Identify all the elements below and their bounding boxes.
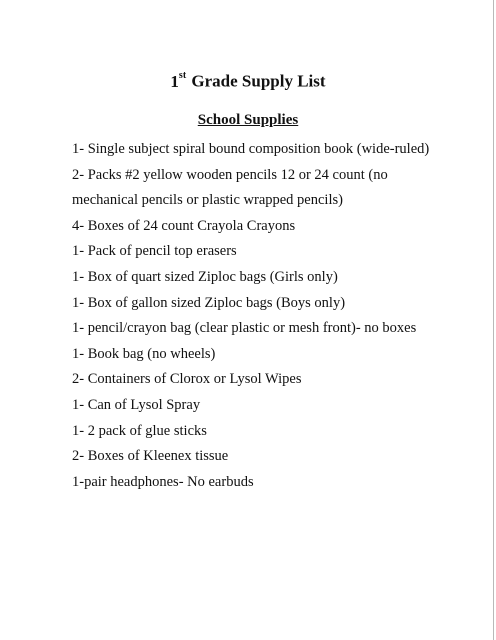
list-item: 2- Containers of Clorox or Lysol Wipes xyxy=(72,371,302,388)
list-item: 1- Box of gallon sized Ziploc bags (Boys only) xyxy=(72,294,346,311)
title-number: 1 xyxy=(170,71,179,91)
supply-list xyxy=(72,137,482,495)
page-edge xyxy=(493,0,494,640)
page-title xyxy=(0,68,496,92)
list-item: 2- Packs #2 yellow wooden pencils 12 or 24 count (no xyxy=(72,166,388,183)
list-item: mechanical pencils or plastic wrapped pencils) xyxy=(72,192,343,209)
list-item: 1- pencil/crayon bag (clear plastic or mesh front)- no boxes xyxy=(72,320,417,337)
title-ordinal: st xyxy=(178,70,187,81)
title-text: Grade Supply List xyxy=(187,71,326,91)
section-heading: School Supplies xyxy=(197,112,299,128)
list-item: 2- Boxes of Kleenex tissue xyxy=(72,448,229,465)
list-item: 1- Box of quart sized Ziploc bags (Girls only) xyxy=(72,268,338,285)
list-item: 1-pair headphones- No earbuds xyxy=(72,473,254,490)
list-item: 1- 2 pack of glue sticks xyxy=(72,422,207,439)
list-item: 4- Boxes of 24 count Crayola Crayons xyxy=(72,217,296,234)
list-item: 1- Single subject spiral bound composition book (wide-ruled) xyxy=(72,141,430,157)
list-item: 1- Can of Lysol Spray xyxy=(72,396,201,413)
list-item: 1- Book bag (no wheels) xyxy=(72,345,216,362)
list-item: 1- Pack of pencil top erasers xyxy=(72,243,237,260)
